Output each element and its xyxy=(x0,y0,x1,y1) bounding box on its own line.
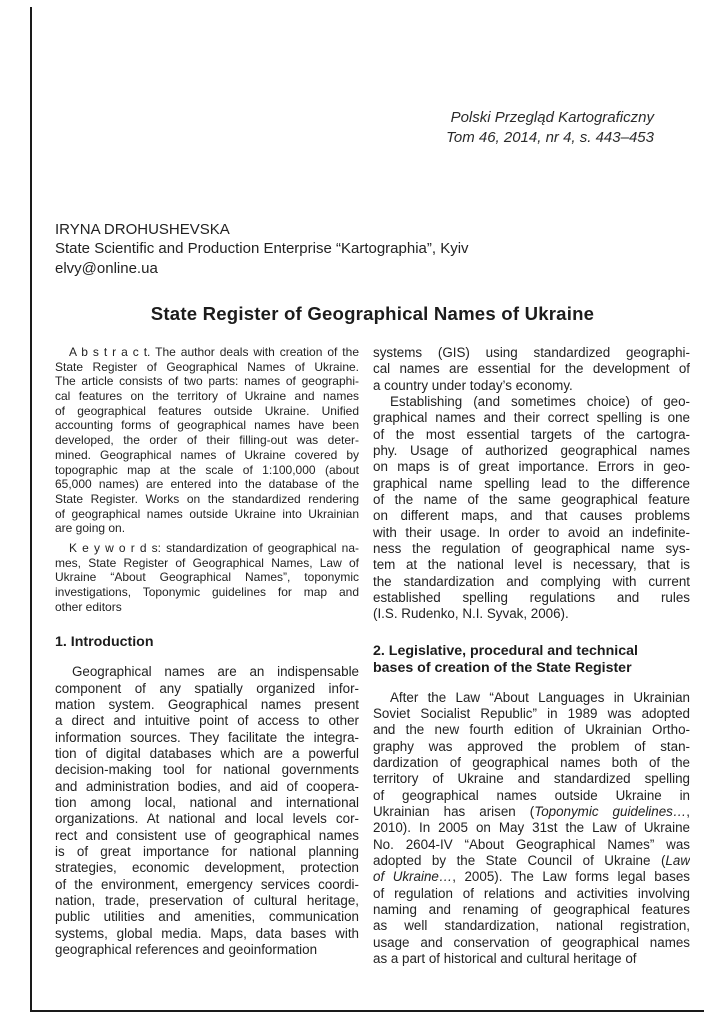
column-left xyxy=(55,345,359,958)
paragraph xyxy=(373,394,690,623)
text-line: Soviet Socialist Republic” in 1989 was adopted xyxy=(373,705,690,721)
paragraph xyxy=(55,664,359,958)
section-heading-line: 1. Introduction xyxy=(55,634,154,651)
text-line: other editors xyxy=(55,599,122,614)
text-line: No. 2604-IV “About Geographical Names” was xyxy=(373,836,690,852)
author-name: IRYNA DROHUSHEVSKA xyxy=(55,221,230,238)
text-line: tion among local, national and international xyxy=(55,795,359,810)
text-line: nation, trade, preservation of cultural heritage, xyxy=(55,892,359,908)
paragraph xyxy=(55,541,359,614)
text-line: usage and conservation of geographical names xyxy=(373,934,690,950)
journal-name: Polski Przegląd Kartograficzny xyxy=(450,109,654,126)
text-line: as a part of historical and cultural heritage of xyxy=(373,950,637,966)
text-line: public utilities and amenities, communication xyxy=(55,909,359,925)
text-line: on maps is of great importance. Errors in geo- xyxy=(373,459,690,475)
section-heading-line: 2. Legislative, procedural and technical xyxy=(373,642,638,659)
text-line: rect and consistent use of geographical names xyxy=(55,827,359,843)
section-heading-line: bases of creation of the State Register xyxy=(373,659,632,676)
section-heading xyxy=(55,634,359,651)
text-line: A b s t r a c t. The author deals with creation of the xyxy=(69,345,359,359)
text-line: Geographical names are an indispensable xyxy=(72,664,359,680)
text-line: After the Law “About Languages in Ukrainian xyxy=(390,689,690,705)
text-line: Establishing (and sometimes choice) of geo- xyxy=(390,393,690,409)
text-line: tem at the national level is necessary, that is xyxy=(373,557,690,573)
text-line: tion of digital databases which are a powerful xyxy=(55,746,359,762)
text-line: a country under today’s economy. xyxy=(373,377,573,393)
text-line: of geographical names outside Ukraine into Ukrainian xyxy=(55,506,359,521)
text-line: of the most essential targets of the cartogra- xyxy=(373,426,690,442)
text-line: naming and renaming of geographical features xyxy=(373,901,690,917)
text-line: accounting forms of geographical names have been xyxy=(55,418,359,433)
text-line: organizations. At national and local levels cor- xyxy=(55,811,359,827)
text-line: The article consists of two parts: names of geographi- xyxy=(55,374,359,389)
text-line: mation system. Geographical names present xyxy=(55,697,359,713)
text-line: decision-making tool for national governments xyxy=(55,762,359,778)
text-line: 65,000 names) are entered into the database of the xyxy=(55,477,359,492)
text-line: K e y w o r d s: standardization of geographical na- xyxy=(69,540,359,555)
text-line: State Register of Geographical Names of Ukraine. xyxy=(55,359,359,374)
text-line: cal names are essential for the development of xyxy=(373,361,690,377)
text-line: with their usage. In order to avoid an indefinite- xyxy=(373,524,690,540)
text-line: developed, the order of their filling-out was deter- xyxy=(55,433,359,448)
column-right xyxy=(373,345,690,967)
text-line: ness the regulation of geographical name sys- xyxy=(373,540,690,556)
text-line: Ukrainian has arisen (Toponymic guidelines…, xyxy=(373,803,690,819)
text-line: of the environment, emergency services coordi- xyxy=(55,876,359,892)
text-line: and administration bodies, and aid of coopera- xyxy=(55,778,359,794)
paragraph xyxy=(373,690,690,968)
text-line: 2010). In 2005 on May 31st the Law of Ukraine xyxy=(373,820,690,836)
scan-edge-left-line xyxy=(30,7,32,1012)
text-line: (I.S. Rudenko, N.I. Syvak, 2006). xyxy=(373,606,569,622)
text-line: of geographical features outside Ukraine. Unified xyxy=(55,403,359,418)
text-line: investigations, Toponymic guidelines for map and xyxy=(55,585,359,599)
text-line: of the name of the same geographical feature xyxy=(373,491,690,507)
text-line: of Ukraine…, 2005). The Law forms legal bases xyxy=(373,869,690,885)
text-line: of regulation of relations and activities involving xyxy=(373,885,690,901)
text-line: information sources. They facilitate the integra- xyxy=(55,729,359,745)
journal-header xyxy=(446,108,654,148)
text-line: is of great importance for national planning xyxy=(55,843,359,859)
text-line: a direct and intuitive point of access to other xyxy=(55,713,359,729)
text-line: the standardization and complying with current xyxy=(373,573,690,589)
text-line: systems, global media. Maps, data bases with xyxy=(55,925,359,941)
text-line: systems (GIS) using standardized geographi- xyxy=(373,345,690,360)
text-line: graphical names and their correct spelling is one xyxy=(373,410,690,426)
text-line: established spelling regulations and rules xyxy=(373,589,690,605)
scan-edge-bottom-line xyxy=(30,1010,704,1012)
author-block xyxy=(55,220,469,278)
text-line: on different maps, and that causes problems xyxy=(373,508,690,524)
text-line: dardization of geographical names both of the xyxy=(373,754,690,770)
text-line: component of any spatially organized infor- xyxy=(55,680,359,696)
section-heading xyxy=(373,643,690,677)
author-affiliation: State Scientific and Production Enterprise “Kartographia”, Kyiv xyxy=(55,240,469,258)
text-line: of geographical names outside Ukraine in xyxy=(373,787,690,803)
text-line: as well standardization, national registration, xyxy=(373,918,690,934)
text-line: cal features on the territory of Ukraine and names xyxy=(55,389,359,404)
text-line: State Register. Works on the standardized rendering xyxy=(55,491,359,506)
author-email: elvy@online.ua xyxy=(55,259,158,277)
text-line: graphical name spelling lead to the difference xyxy=(373,475,690,491)
paragraph xyxy=(373,345,690,394)
text-line: strategies, economic development, protection xyxy=(55,860,359,876)
text-line: Ukraine “About Geographical Names”, toponymic xyxy=(55,570,359,585)
article-title: State Register of Geographical Names of Ukraine xyxy=(150,303,595,324)
text-line: are going on. xyxy=(55,521,126,536)
text-line: topographic map at the scale of 1:100,000 (about xyxy=(55,462,359,477)
text-line: geographical references and geoinformation xyxy=(55,941,318,957)
paragraph xyxy=(55,345,359,536)
journal-issue: Tom 46, 2014, nr 4, s. 443–453 xyxy=(446,129,654,146)
text-line: and the new fourth edition of Ukrainian Ortho- xyxy=(373,722,690,738)
text-line: territory of Ukraine and standardized spelling xyxy=(373,771,690,787)
text-line: adopted by the State Council of Ukraine (Law xyxy=(373,852,690,868)
text-line: mes, State Register of Geographical Names, Law of xyxy=(55,555,359,570)
text-line: mined. Geographical names of Ukraine covered by xyxy=(55,447,359,462)
text-line: graphy was approved the problem of stan- xyxy=(373,738,690,754)
text-line: phy. Usage of authorized geographical names xyxy=(373,442,690,458)
